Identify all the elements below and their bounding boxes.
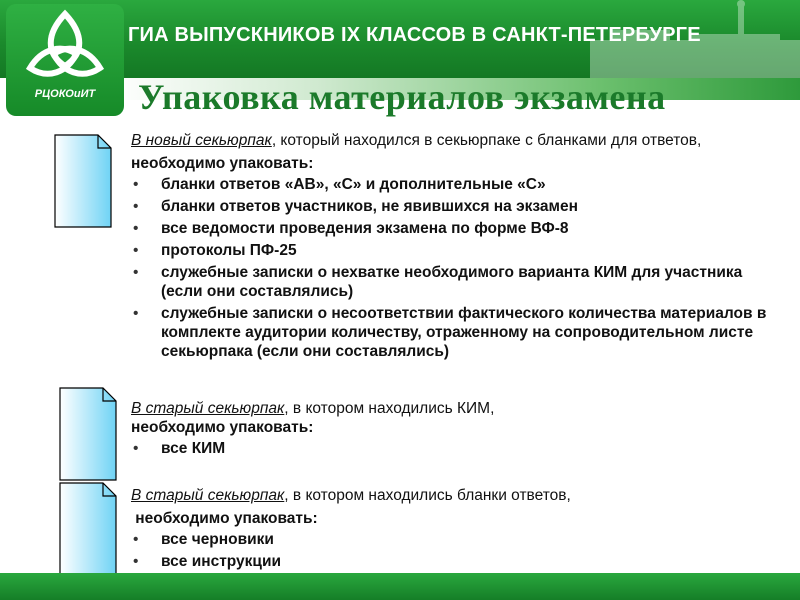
- logo-text: РЦОКОиИТ: [34, 88, 96, 100]
- section3-lead-underlined: В старый секьюрпак: [131, 487, 285, 504]
- list-item: • все КИМ: [131, 439, 771, 458]
- list-item: • все черновики: [131, 530, 771, 549]
- list-item: • бланки ответов «АВ», «С» и дополнительные «С»: [131, 175, 771, 194]
- document-icon: [59, 387, 117, 481]
- document-icon: [54, 134, 112, 228]
- list-item: • все инструкции: [131, 552, 771, 571]
- document-icon: [59, 482, 117, 576]
- list-item: • служебные записки о несоответствии фактического количества материалов в комплекте аудитории количеству, отраженному на сопроводительном листе секьюрпака (если они составлялись): [131, 304, 771, 361]
- section2-lead-rest: , в котором находились КИМ,: [284, 400, 495, 417]
- list-item: • все ведомости проведения экзамена по форме ВФ-8: [131, 219, 771, 238]
- section1-list: [131, 175, 771, 361]
- header-title: ГИА ВЫПУСКНИКОВ IX КЛАССОВ В САНКТ-ПЕТЕРБУРГЕ: [128, 24, 701, 46]
- section2-instruction: необходимо упаковать:: [131, 419, 314, 436]
- logo: [6, 4, 124, 116]
- section2-lead: [131, 399, 771, 418]
- section3-instruction: необходимо упаковать:: [131, 510, 318, 527]
- section1-instruction: необходимо упаковать:: [131, 155, 314, 172]
- footer-bar: [0, 573, 800, 600]
- section1-lead: [131, 131, 771, 150]
- slide-title: Упаковка материалов экзамена: [138, 77, 666, 117]
- list-item: • служебные записки о нехватке необходимого варианта КИМ для участника (если они составлялись): [131, 263, 771, 301]
- section1-lead-rest: , который находился в секьюрпаке с бланками для ответов,: [271, 132, 702, 149]
- slide-content: [131, 131, 771, 574]
- section1-lead-underlined: В новый секьюрпак: [131, 132, 272, 149]
- section3-list: [131, 530, 771, 571]
- section2-lead-underlined: В старый секьюрпак: [131, 400, 285, 417]
- section3-lead-rest: , в котором находились бланки ответов,: [284, 487, 571, 504]
- list-item: • бланки ответов участников, не явившихся на экзамен: [131, 197, 771, 216]
- section3-lead: [131, 486, 771, 505]
- section2-list: [131, 439, 771, 458]
- list-item: • протоколы ПФ-25: [131, 241, 771, 260]
- trefoil-logo-icon: [6, 4, 124, 88]
